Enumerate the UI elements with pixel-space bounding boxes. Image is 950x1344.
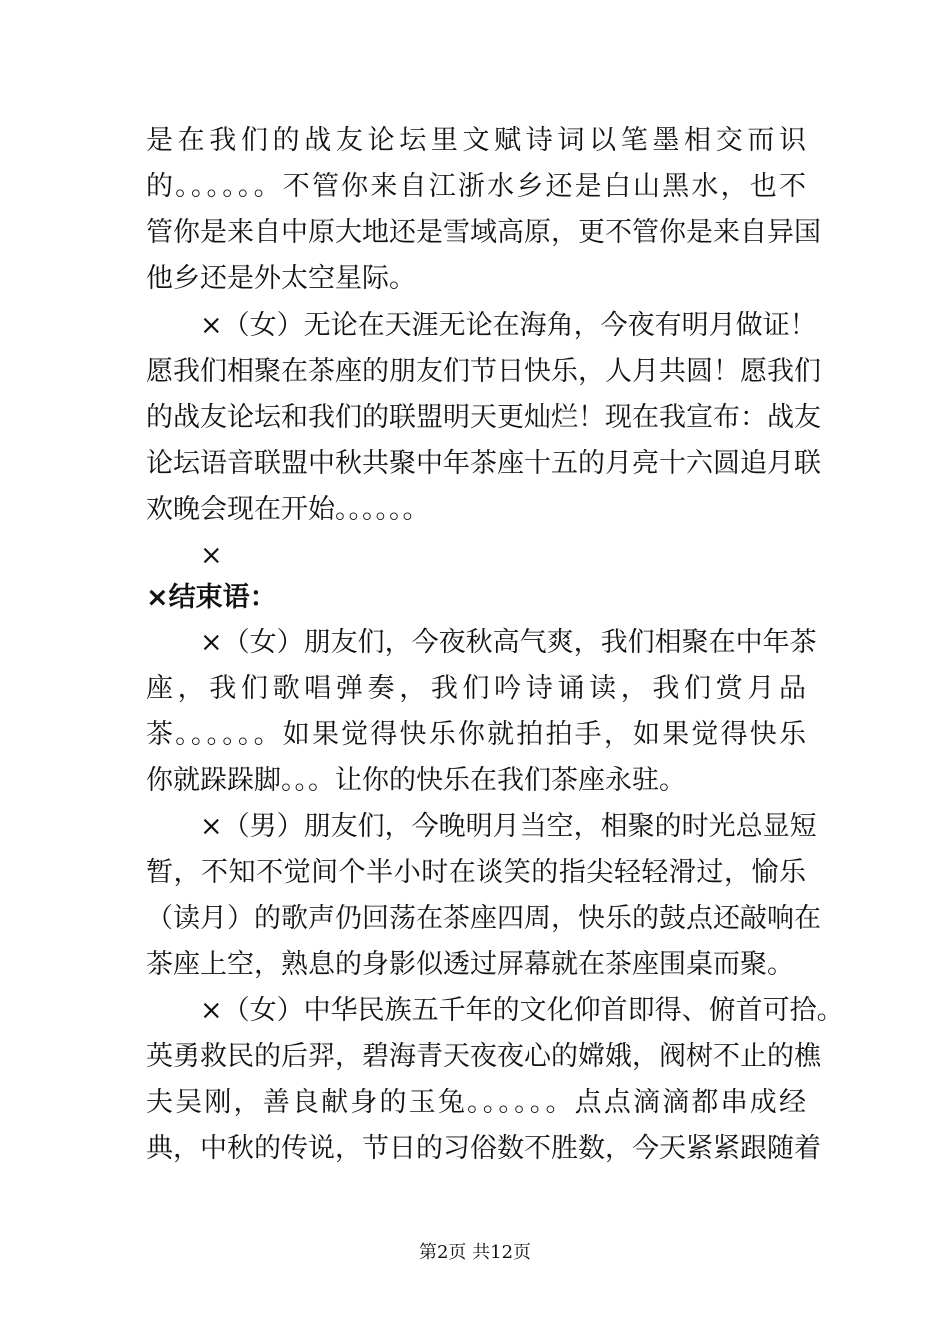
text-line: 的战友论坛和我们的联盟明天更灿烂！现在我宣布：战友 (146, 402, 821, 433)
page-number: 第2页 共12页 (418, 1242, 532, 1263)
text-line: 典，中秋的传说，节日的习俗数不胜数，今天紧紧跟随着 (146, 1133, 821, 1164)
text-line: 愿我们相聚在茶座的朋友们节日快乐，人月共圆！愿我们 (146, 356, 821, 387)
text-line: 夫吴刚，善良献身的玉兔。。。。。。点点滴滴都串成经 (146, 1087, 806, 1118)
text-line: ×（女）中华民族五千年的文化仰首即得、俯首可拾。 (200, 995, 844, 1026)
text-line: 管你是来自中原大地还是雪域高原，更不管你是来自异国 (146, 217, 821, 248)
text-line: 是在我们的战友论坛里文赋诗词以笔墨相交而识 (146, 125, 806, 156)
text-line: 论坛语音联盟中秋共聚中年茶座十五的月亮十六圆追月联 (146, 448, 821, 479)
text-line: 茶。。。。。。如果觉得快乐你就拍拍手，如果觉得快乐 (146, 719, 806, 750)
text-line: ×（女）无论在天涯无论在海角，今夜有明月做证！ (200, 310, 817, 341)
text-line: 茶座上空，熟息的身影似透过屏幕就在茶座围桌而聚。 (146, 949, 794, 980)
text-line: （读月）的歌声仍回荡在茶座四周，快乐的鼓点还敲响在 (146, 903, 821, 934)
text-line: 你就跺跺脚。。。让你的快乐在我们茶座永驻。 (146, 765, 686, 796)
text-line: × (200, 540, 223, 571)
text-line: ×（男）朋友们，今晚明月当空，相聚的时光总显短 (200, 811, 817, 842)
text-line: 欢晚会现在开始。。。。。。 (146, 494, 430, 525)
section-heading: ×结束语： (146, 582, 277, 613)
text-line: ×（女）朋友们，今夜秋高气爽，我们相聚在中年茶 (200, 627, 817, 658)
text-line: 英勇救民的后羿，碧海青天夜夜心的嫦娥，阀树不止的樵 (146, 1041, 821, 1072)
text-line: 座，我们歌唱弹奏，我们吟诗诵读，我们赏月品 (146, 673, 806, 704)
text-line: 他乡还是外太空星际。 (146, 263, 416, 294)
text-line: 的。。。。。。不管你来自江浙水乡还是白山黑水，也不 (146, 171, 806, 202)
text-line: 暂，不知不觉间个半小时在谈笑的指尖轻轻滑过，愉乐 (146, 857, 806, 888)
